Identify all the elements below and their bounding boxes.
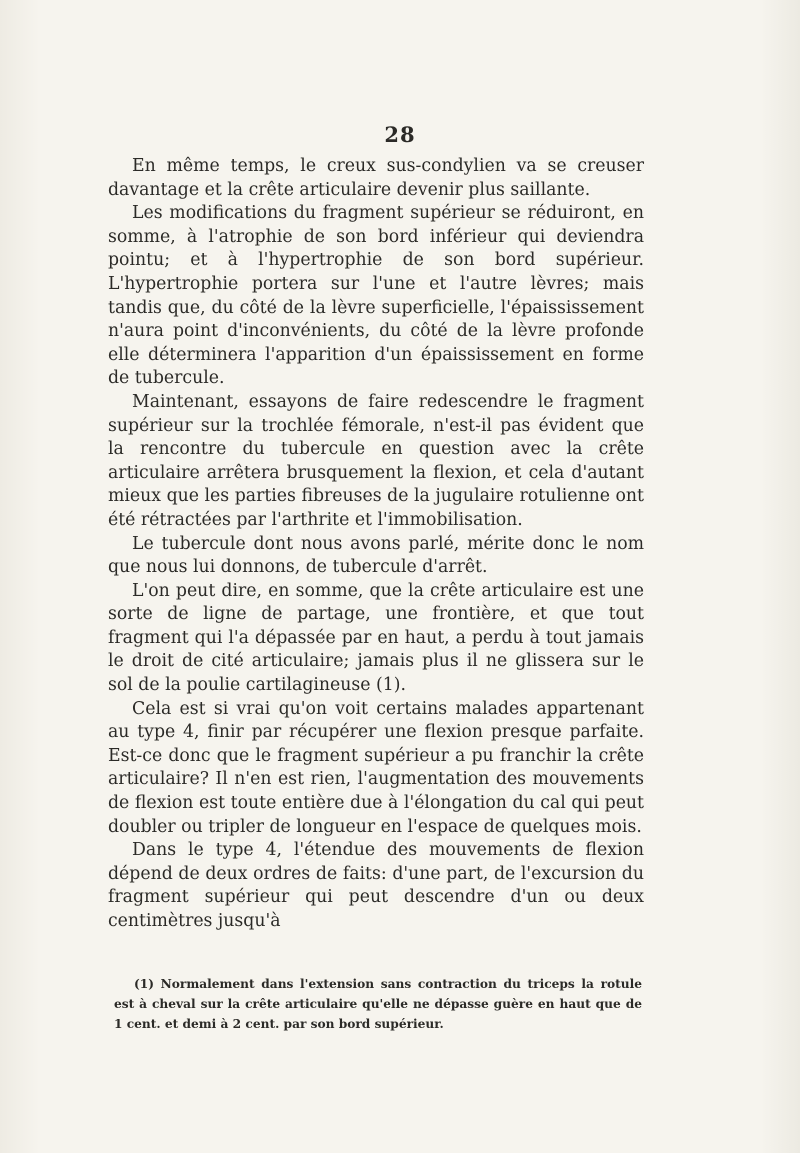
body-text bbox=[108, 155, 644, 934]
paragraph: L'on peut dire, en somme, que la crête articulaire est une sorte de ligne de partage, une frontière, et que tout fragment qui l'a dépassée par en haut, a perdu à tout jamais le droit de cité articulaire; jamais plus il ne glissera sur le sol de la poulie cartilagineuse (1). bbox=[108, 580, 644, 696]
footnote: (1) Normalement dans l'extension sans contraction du triceps la rotule est à cheval sur la crête articulaire qu'elle ne dépasse guère en haut que de 1 cent. et demi à 2 cent. par son bord supérieur. bbox=[114, 977, 642, 1031]
paragraph: Dans le type 4, l'étendue des mouvements de flexion dépend de deux ordres de faits: d'une part, de l'excursion du fragment supérieur qui peut descendre d'un ou deux centimètres jusqu'à bbox=[108, 840, 644, 931]
paragraph: Les modifications du fragment supérieur se réduiront, en somme, à l'atrophie de son bord inférieur qui deviendra pointu; et à l'hypertrophie de son bord supérieur. L'hypertrophie portera sur l'une et l'autre lèvres; mais tandis que, du côté de la lèvre superficielle, l'épaississement n'aura point d'inconvénients, du côté de la lèvre profonde elle déterminera l'apparition d'un épaississement en forme de tubercule. bbox=[108, 203, 644, 389]
footnotes bbox=[114, 974, 642, 1034]
paragraph: Le tubercule dont nous avons parlé, mérite donc le nom que nous lui donnons, de tubercule d'arrêt. bbox=[108, 533, 644, 578]
paragraph: Cela est si vrai qu'on voit certains malades appartenant au type 4, finir par récupérer une flexion presque parfaite. Est-ce donc que le fragment supérieur a pu franchir la crête articulaire? Il n'en est rien, l'augmentation des mouvements de flexion est toute entière due à l'élongation du cal qui peut doubler ou tripler de longueur en l'espace de quelques mois. bbox=[108, 698, 644, 837]
paragraph: En même temps, le creux sus-condylien va se creuser davantage et la crête articulaire devenir plus saillante. bbox=[108, 156, 644, 200]
paragraph: Maintenant, essayons de faire redescendre le fragment supérieur sur la trochlée fémorale, n'est-il pas évident que la rencontre du tubercule en question avec la crête articulaire arrêtera brusquement la flexion, et cela d'autant mieux que les parties fibreuses de la jugulaire rotulienne ont été rétractées par l'arthrite et l'immobilisation. bbox=[108, 391, 644, 530]
page-number: 28 bbox=[384, 122, 416, 147]
